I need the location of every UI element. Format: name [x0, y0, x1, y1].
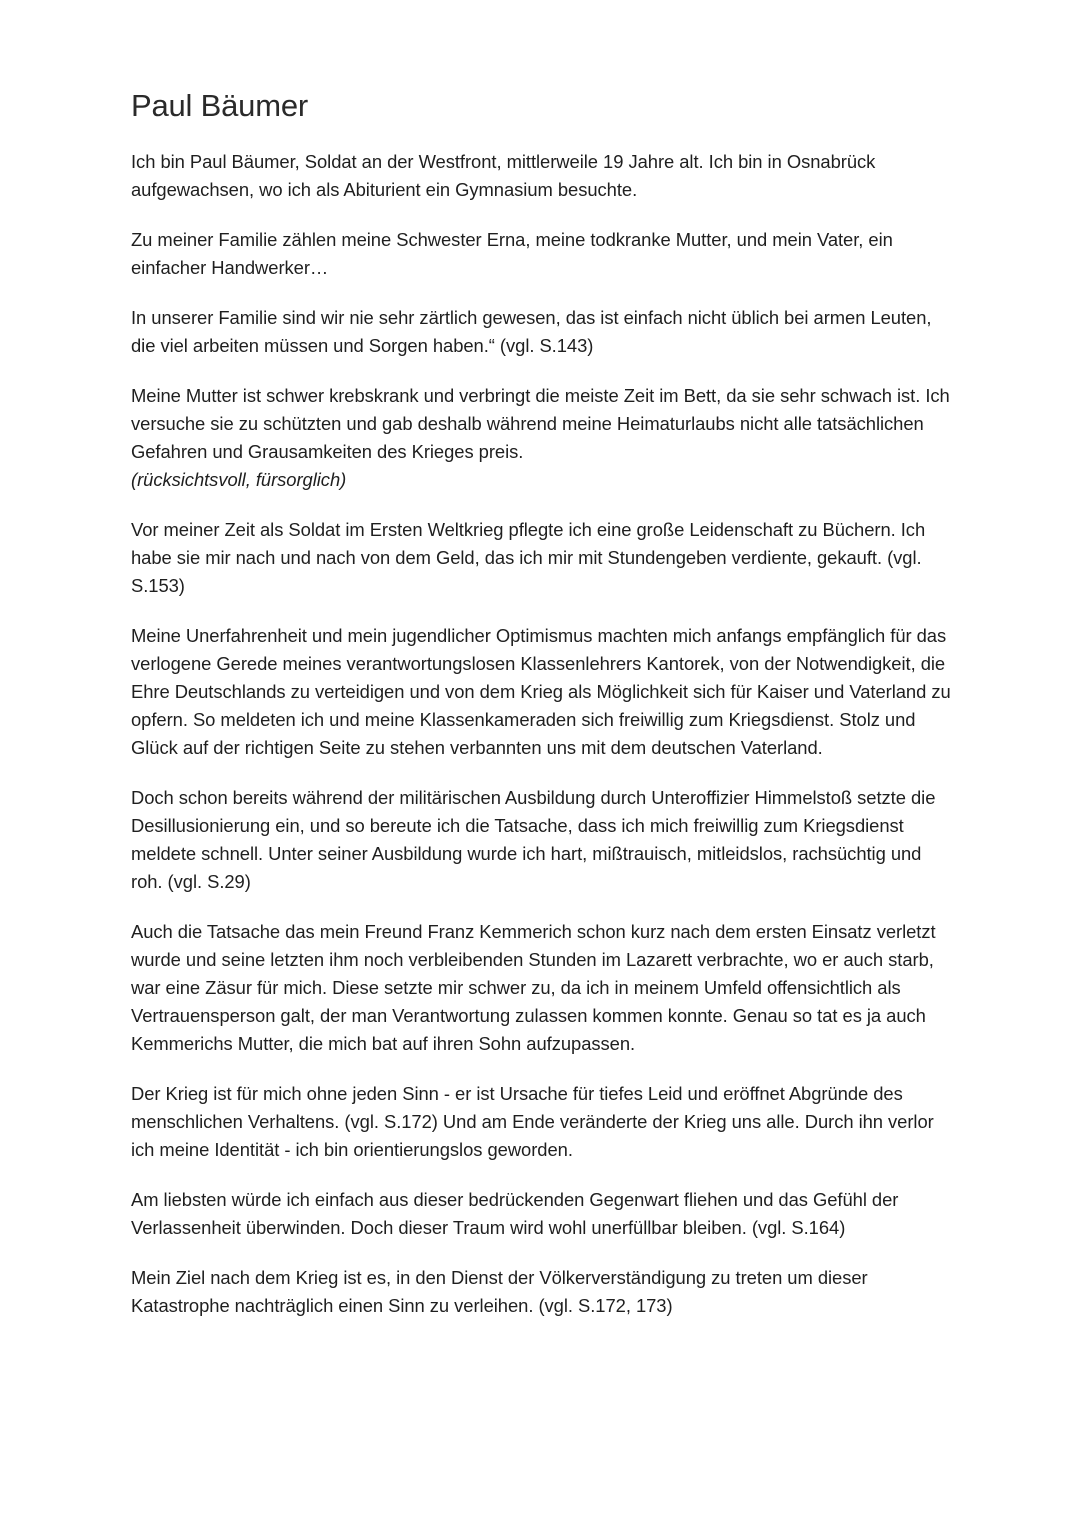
paragraph-kemmerich: Auch die Tatsache das mein Freund Franz Kemmerich schon kurz nach dem ersten Einsatz verletzt wurde und seine letzten ihm noch verbleibenden Stunden im Lazarett verbrachte, wo er auch starb, war eine Zäsur für mich. Diese setzte mir schwer zu, da ich in meinem Umfeld offensichtlich als Vertrauensperson galt, der man Verantwortung zulassen kommen konnte. Genau so tat es ja auch Kemmerichs Mutter, die mich bat auf ihren Sohn aufzupassen.: [131, 921, 936, 1054]
page-title: Paul Bäumer: [131, 88, 309, 123]
paragraph-mother-text: Meine Mutter ist schwer krebskrank und verbringt die meiste Zeit im Bett, da sie sehr schwach ist. Ich versuche sie zu schützten und gab deshalb während meine Heimaturlaubs nicht alle tatsächlichen Gefahren und Grausamkeiten des Krieges preis.: [131, 385, 950, 462]
document-page: [131, 86, 951, 1342]
paragraph-escape: Am liebsten würde ich einfach aus dieser bedrückenden Gegenwart fliehen und das Gefühl der Verlassenheit überwinden. Doch dieser Traum wird wohl unerfüllbar bleiben. (vgl. S.164): [131, 1189, 899, 1238]
paragraph-goal: Mein Ziel nach dem Krieg ist es, in den Dienst der Völkerverständigung zu treten um dieser Katastrophe nachträglich einen Sinn zu verleihen. (vgl. S.172, 173): [131, 1267, 868, 1316]
paragraph-disillusion: Doch schon bereits während der militärischen Ausbildung durch Unteroffizier Himmelstoß setzte die Desillusionierung ein, und so bereute ich die Tatsache, dass ich mich freiwillig zum Kriegsdienst meldete schnell. Unter seiner Ausbildung wurde ich hart, mißtrauisch, mitleidslos, rachsüchtig und roh. (vgl. S.29): [131, 787, 936, 892]
paragraph-optimism: Meine Unerfahrenheit und mein jugendlicher Optimismus machten mich anfangs empfänglich für das verlogene Gerede meines verantwortungslosen Klassenlehrers Kantorek, von der Notwendigkeit, die Ehre Deutschlands zu verteidigen und von dem Krieg als Möglichkeit sich für Kaiser und Vaterland zu opfern. So meldeten ich und meine Klassenkameraden sich freiwillig zum Kriegsdienst. Stolz und Glück auf der richtigen Seite zu stehen verbannten uns mit dem deutschen Vaterland.: [131, 625, 951, 758]
paragraph-mother-note: (rücksichtsvoll, fürsorglich): [131, 469, 347, 490]
paragraph-war-meaning: Der Krieg ist für mich ohne jeden Sinn - er ist Ursache für tiefes Leid und eröffnet Abgründe des menschlichen Verhaltens. (vgl. S.172) Und am Ende veränderte der Krieg uns alle. Durch ihn verlor ich meine Identität - ich bin orientierungslos geworden.: [131, 1083, 934, 1160]
paragraph-mother: [131, 382, 951, 494]
paragraph-family-tenderness: In unserer Familie sind wir nie sehr zärtlich gewesen, das ist einfach nicht üblich bei armen Leuten, die viel arbeiten müssen und Sorgen haben.“ (vgl. S.143): [131, 307, 932, 356]
paragraph-family: Zu meiner Familie zählen meine Schwester Erna, meine todkranke Mutter, und mein Vater, ein einfacher Handwerker…: [131, 229, 893, 278]
paragraph-intro: Ich bin Paul Bäumer, Soldat an der Westfront, mittlerweile 19 Jahre alt. Ich bin in Osnabrück aufgewachsen, wo ich als Abiturient ein Gymnasium besuchte.: [131, 151, 876, 200]
paragraph-books: Vor meiner Zeit als Soldat im Ersten Weltkrieg pflegte ich eine große Leidenschaft zu Büchern. Ich habe sie mir nach und nach von dem Geld, das ich mir mit Stundengeben verdiente, gekauft. (vgl. S.153): [131, 519, 926, 596]
